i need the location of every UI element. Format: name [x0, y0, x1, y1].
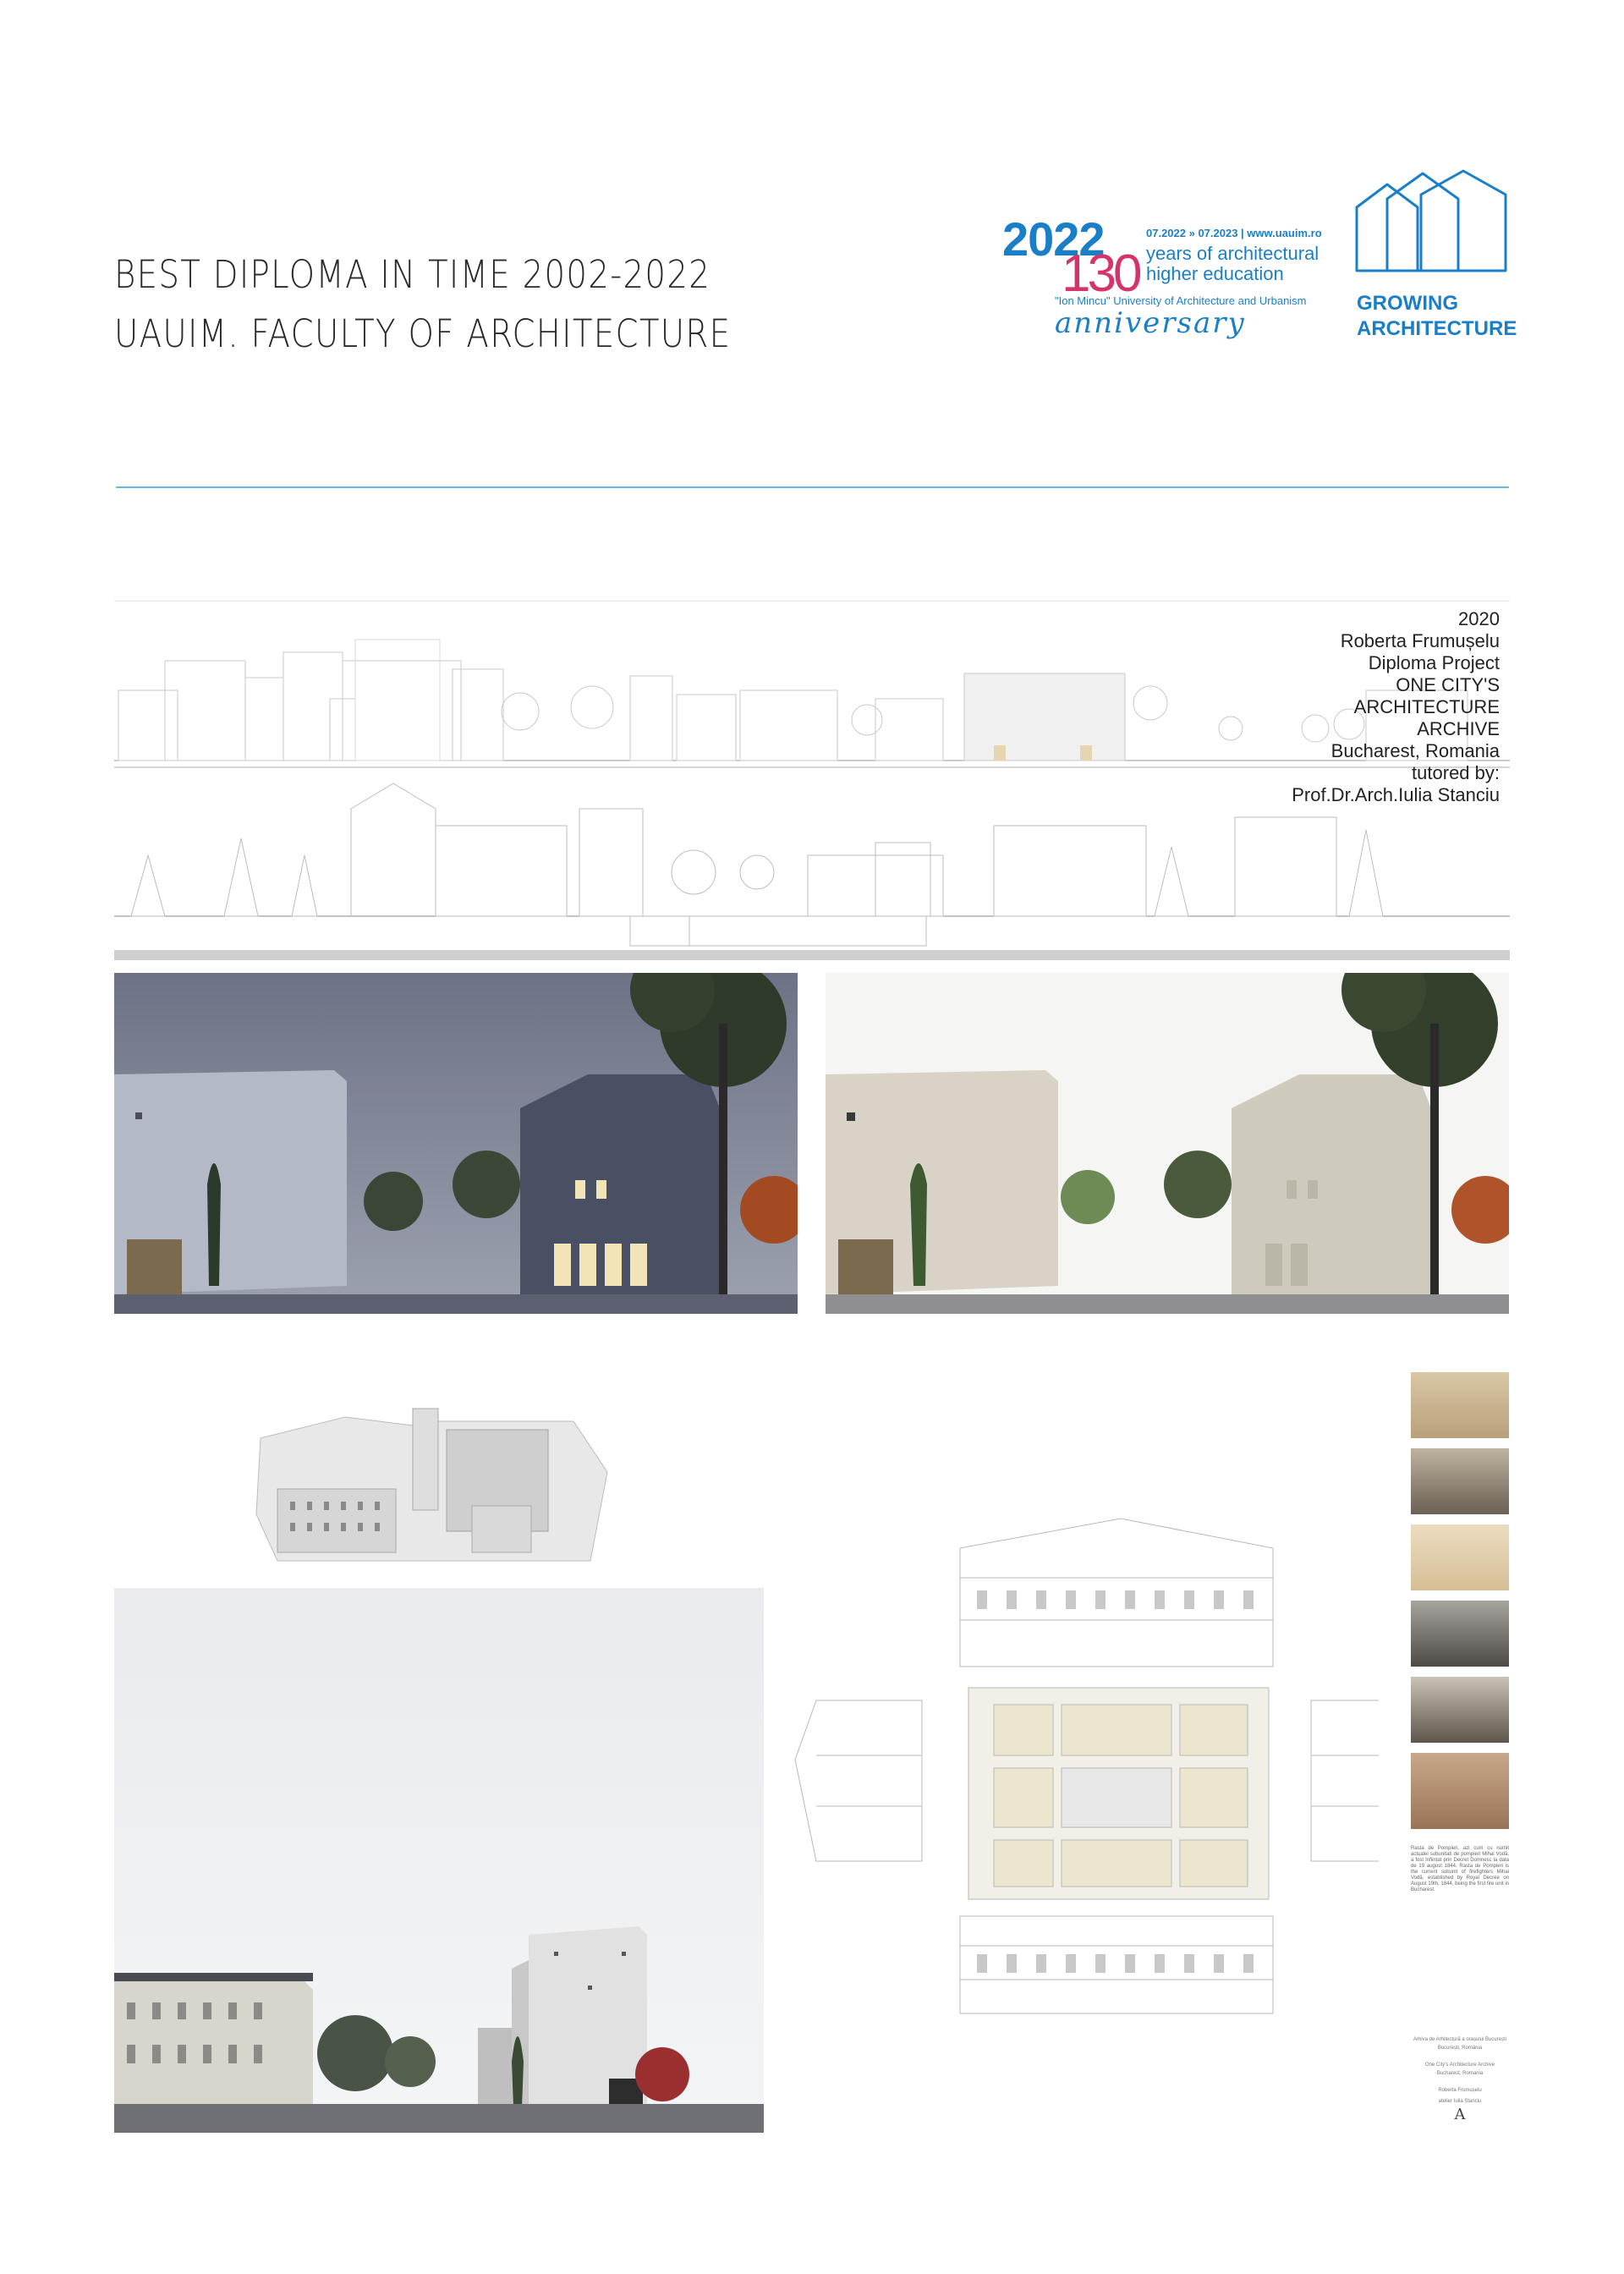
project-title-3: ARCHIVE: [1417, 718, 1500, 739]
archive-footer-line-1: Arhiva de Arhitectură a orașului București: [1413, 2037, 1507, 2042]
years-line-1: years of architectural: [1146, 243, 1320, 264]
street-elevation-drawings: [114, 601, 1510, 960]
night-render-image: [114, 973, 798, 1314]
years-line-2: higher education: [1146, 263, 1284, 284]
anniversary-dates: 07.2022 » 07.2023 | www.uauim.ro: [1146, 227, 1322, 239]
anniversary-university: "Ion Mincu" University of Architecture and Urbanism: [1055, 294, 1307, 307]
project-tutored-label: tutored by:: [1412, 762, 1500, 783]
archive-photo-5: [1411, 1677, 1509, 1743]
archive-photo-6: [1411, 1753, 1509, 1829]
archive-footer-line-2: București, România: [1437, 2046, 1483, 2051]
anniversary-logo: [1002, 211, 1328, 355]
title-line-1: BEST DIPLOMA IN TIME 2002-2022: [114, 252, 711, 297]
project-type: Diploma Project: [1368, 652, 1500, 673]
project-info: [1292, 608, 1500, 806]
project-year: 2020: [1458, 608, 1500, 629]
archive-emblem-icon: A: [1454, 2106, 1466, 2123]
archive-photo-1: [1411, 1372, 1509, 1438]
project-title-1: ONE CITY'S: [1396, 674, 1500, 695]
page-title: [114, 245, 831, 364]
archive-photo-2: [1411, 1448, 1509, 1514]
archive-footer-line-5: Roberta Frumușelu: [1438, 2088, 1482, 2093]
plan-and-facades-drawing: [778, 1514, 1379, 2064]
archive-photo-3: [1411, 1524, 1509, 1590]
archive-photo-4: [1411, 1601, 1509, 1667]
project-location: Bucharest, Romania: [1330, 740, 1500, 761]
anniversary-number: 130: [1062, 244, 1139, 303]
project-tutor: Prof.Dr.Arch.Iulia Stanciu: [1292, 784, 1500, 805]
archive-footer-line-4: Bucharest, Romania: [1436, 2071, 1484, 2076]
growing-line-2: ARCHITECTURE: [1357, 317, 1517, 340]
archive-photo-sidebar: [1411, 1372, 1509, 2134]
street-render-image: [114, 1588, 764, 2133]
header-divider: [116, 486, 1509, 488]
houses-icon: [1353, 169, 1514, 288]
growing-architecture-logo: [1353, 169, 1518, 355]
axonometric-model-image: [252, 1404, 612, 1565]
anniversary-word: anniversary: [1055, 306, 1246, 340]
project-author: Roberta Frumușelu: [1340, 630, 1500, 651]
project-title-2: ARCHITECTURE: [1353, 696, 1500, 717]
anniversary-years-text: [1146, 244, 1319, 284]
title-line-2: UAUIM. FACULTY OF ARCHITECTURE: [114, 311, 732, 356]
archive-caption: Rasta de Pompieri, azi cum cu numit actualei subunitati de pompieri Mihai Vodă, a fost înființat prin Decret Domnesc la data de 19 august 1844. Rasta de Pompieri is the current subunit of firefighters Mihai Vodă, established by Royal Decree on August 19th, 1844, being the first fire unit in Bucharest.: [1411, 1846, 1509, 1892]
elevation-base: [114, 950, 1510, 960]
archive-footer-line-6: atelier Iulia Stanciu: [1438, 2099, 1482, 2104]
day-render-image: [826, 973, 1509, 1314]
archive-footer-line-3: One City's Architecture Archive: [1424, 2063, 1495, 2068]
anniversary-year: 2022: [1002, 212, 1105, 266]
growing-line-1: GROWING: [1357, 292, 1458, 315]
